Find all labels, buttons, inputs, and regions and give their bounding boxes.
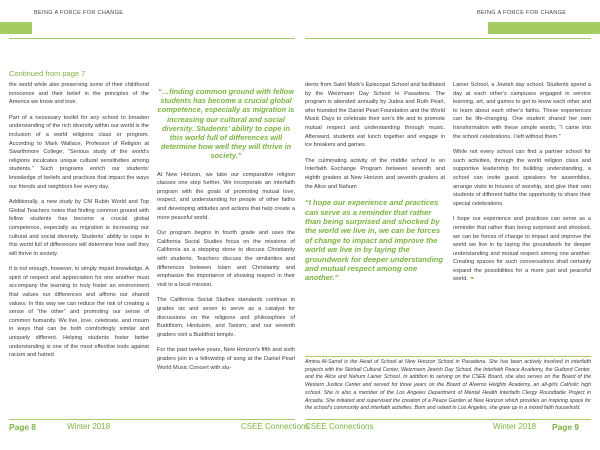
header-rule-left — [9, 38, 295, 39]
header-rule-right — [305, 38, 591, 39]
author-bio: Amina Al-Sarraf is the Head of School at New Horizon School in Pasadena. She has been actively involved in interfaith projects with the Skirball Cultural Center, Weizmann Jewish Day School, the Interfaith Peace Academy, the Guibord Center, and the Alice and Nahum Lainer School. In addition to serving on the CSEE Board, she also serves on the Board of the Western Justice Center and served for three years on the Board of Alverno Heights Academy, an all-girls Catholic high school. She is also a member of the Los Angeles Department of Mental Health Interfaith Clergy Roundtable Project in Arcadia. She initiated and supervised the creation of a Peace Garden at New Horizon which provides an inspiring space for the school’s community and interfaith activities. Born and raised in Los Angeles, she grew up in a mixed faith household. — [305, 356, 591, 413]
running-head-right: BEING A FORCE FOR CHANGE — [477, 10, 567, 16]
paragraph: For the past twelve years, New Horizon’s fifth and sixth graders join in a fellowship of song at the Daniel Pearl World Music Concert with stu- — [157, 347, 295, 371]
publication-name-left: CSEE Connections — [241, 422, 310, 431]
issue-date-left: Winter 2018 — [67, 422, 111, 431]
paragraph: Additionally, a new study by CM Rubin World and Top Global Teachers notes that finding common ground with fellow students has become a crucial global competence, especially as migration is increasing our cultural and social diversity. Students’ ability to cope in this world full of differences will determine how well they will thrive in society. — [9, 199, 149, 257]
article-column-2 — [157, 81, 295, 379]
paragraph: The culminating activity of the middle school is an Interfaith Exchange Program between seventh and eighth graders at New Horizon and seventh graders at the Alice and Nahum — [305, 157, 445, 190]
publication-name-right: CSEE Connections — [305, 422, 374, 431]
page-num: 9 — [574, 422, 579, 432]
page-label: Page — [552, 422, 573, 432]
footer-rule-right — [305, 419, 591, 420]
paragraph: dents from Saint Mark’s Episcopal School and facilitated by the Weizmann Day School in Pasadena. The program is attended annually by Judea and Ruth Pearl, who founded the Daniel Pearl Foundation and the World Music Days to celebrate their son’s life and to promote mutual respect and understanding through music. Afterward, students eat lunch together and engage in ice breakers and games. — [305, 82, 445, 149]
paragraph-text: I hope our experience and practices can serve as a reminder that rather than being surprised and shocked, we can be forces of change to impact and improve the world we live in by laying the groundwork for deeper understanding and mutual respect among one another. Creating spaces for such conversations shall certainly expand the possibilities for a more just and peaceful world. — [453, 216, 591, 283]
article-column-4 — [453, 81, 591, 291]
pull-quote: “I hope our experience and practices can serve as a reminder that rather than being surprised and shocked by the world we live in, we can be forces of change to impact and improve the world we live in by laying the groundwork for deeper understanding and mutual respect among one another.” — [305, 198, 443, 283]
paragraph: the world while also preserving some of their childhood innocence and their belief in the principles of the America we know and love. — [9, 82, 149, 106]
issue-date-right: Winter 2018 — [493, 422, 537, 431]
header-bar-left — [0, 22, 32, 34]
running-head-left: BEING A FORCE FOR CHANGE — [34, 10, 124, 16]
paragraph: The California Social Studies standards continue in grades six and seven to serve as a catalyst for discussions on the religions and philosophies of Buddhism, Hinduism, and Taoism, and our seventh graders visit a Buddhist temple. — [157, 297, 295, 338]
paragraph — [453, 215, 591, 284]
page-label: Page — [9, 422, 30, 432]
end-mark-icon: ❧ — [469, 276, 475, 283]
footer-rule-left — [9, 419, 295, 420]
paragraph: It is not enough, however, to simply impart knowledge. A spirit of respect and appreciation for one another must accompany the learning to truly foster an environment that values our differences and affirms our shared values. In this way we can reduce the risk of creating a sense of “the other” and promoting our sense of common humanity. We live, love, celebrate, and mourn in ways that can be both comfortingly similar and uniquely different. Helping students foster better understanding is one of the most effective tools against racism and hatred — [9, 266, 149, 359]
article-column-3 — [305, 81, 445, 293]
paragraph: Lainer School, a Jewish day school. Students spend a day at each other’s campuses engaged in service learning, art, and games to get to know each other and to learn about each other’s faiths. These experiences can be life-changing. One student shared her own transformation with these simple words, “I came into the school celebrations. I left without them.” — [453, 82, 591, 140]
paragraph: While not every school can find a partner school for such activities, through the world religion class and supportive leadership for building understanding, a school can invite guest speakers for assemblies, arrange visits to houses of worship, and give their own students of different faiths the opportunity to share their special celebrations. — [453, 149, 591, 207]
pull-quote: “…finding common ground with fellow students has become a crucial global competence, especially as migration is increasing our cultural and social diversity. Students’ ability to cope in this world full of differences will determine how well they will thrive in society.” — [157, 87, 295, 161]
page-num: 8 — [31, 422, 36, 432]
paragraph: At New Horizon, we take our comparative religion classes one step further. We incorporate an interfaith program with the goals of promoting mutual love, respect, and understanding for people of other faiths and developing attitudes and actions that help create a more peaceful world. — [157, 171, 295, 221]
paragraph: Our program begins in fourth grade and uses the California Social Studies focus on the missions of California as a stepping stone to discuss Christianity with students. Teachers discuss the similarities and differences between Islam and Christianity and emphasize the importance of showing respect in their visit to a local mission. — [157, 230, 295, 288]
article-column-1 — [9, 81, 149, 367]
header-bar-right — [488, 22, 600, 34]
page-number-left — [9, 422, 36, 432]
continued-from-label: Continued from page 7 — [9, 69, 86, 78]
paragraph: Part of a necessary toolkit for any school to broaden understanding of the rich diversity within our world is the inclusion of a world religions class or program. According to Mark Wallace, Professor of Religion at Swarthmore College, “Serious study of the world’s religions inculcates unique cultural sensitivities among students.” Such programs enrich our students’ knowledge of beliefs and practices that impact the ways our friends and neighbors live every day. — [9, 114, 149, 190]
page-number-right — [552, 422, 579, 432]
